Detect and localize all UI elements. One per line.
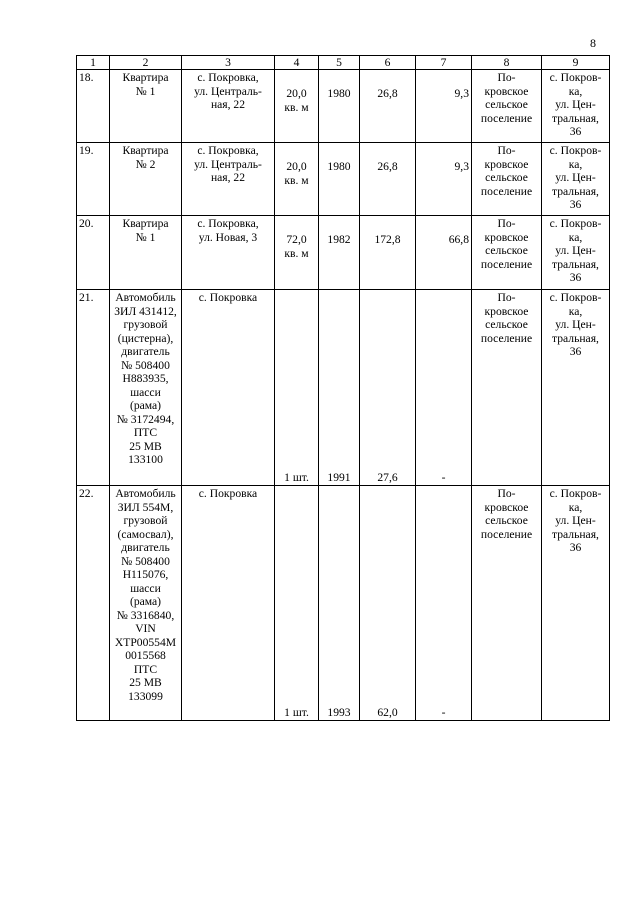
table-row: [77, 143, 610, 216]
property-name: Квартира № 1: [110, 70, 182, 143]
holder-address: с. Покров- ка, ул. Цен- тральная, 36: [542, 216, 610, 290]
table-row: [77, 290, 610, 486]
rights-holder: По- кровское сельское поселение: [472, 486, 542, 721]
residual-value: -: [416, 290, 472, 486]
property-name: Автомобиль ЗИЛ 554М, грузовой (самосвал), двигатель № 508400 Н115076, шасси (рама) № 3316840, VIN XTP00554M 0015568 ПТС 25 МВ 133099: [110, 486, 182, 721]
holder-address: с. Покров- ка, ул. Цен- тральная, 36: [542, 486, 610, 721]
property-quantity: 1 шт.: [275, 486, 319, 721]
book-value: 26,8: [360, 143, 416, 216]
row-number: 18.: [77, 70, 110, 143]
property-quantity: 1 шт.: [275, 290, 319, 486]
property-year: 1982: [319, 216, 360, 290]
property-year: 1991: [319, 290, 360, 486]
row-number: 19.: [77, 143, 110, 216]
column-header: 2: [110, 56, 182, 70]
property-name: Квартира № 2: [110, 143, 182, 216]
column-header: 9: [542, 56, 610, 70]
rights-holder: По- кровское сельское поселение: [472, 70, 542, 143]
rights-holder: По- кровское сельское поселение: [472, 143, 542, 216]
holder-address: с. Покров- ка, ул. Цен- тральная, 36: [542, 290, 610, 486]
property-address: с. Покровка, ул. Новая, 3: [182, 216, 275, 290]
holder-address: с. Покров- ка, ул. Цен- тральная, 36: [542, 70, 610, 143]
property-quantity: 20,0 кв. м: [275, 70, 319, 143]
book-value: 62,0: [360, 486, 416, 721]
property-address: с. Покровка: [182, 290, 275, 486]
row-number: 21.: [77, 290, 110, 486]
column-header: 8: [472, 56, 542, 70]
page-number: 8: [590, 36, 596, 50]
header-row: [77, 56, 610, 70]
rights-holder: По- кровское сельское поселение: [472, 290, 542, 486]
residual-value: -: [416, 486, 472, 721]
property-year: 1993: [319, 486, 360, 721]
property-year: 1980: [319, 143, 360, 216]
row-number: 20.: [77, 216, 110, 290]
column-header: 7: [416, 56, 472, 70]
holder-address: с. Покров- ка, ул. Цен- тральная, 36: [542, 143, 610, 216]
column-header: 1: [77, 56, 110, 70]
property-address: с. Покровка: [182, 486, 275, 721]
property-address: с. Покровка, ул. Централь- ная, 22: [182, 143, 275, 216]
book-value: 172,8: [360, 216, 416, 290]
row-number: 22.: [77, 486, 110, 721]
book-value: 27,6: [360, 290, 416, 486]
book-value: 26,8: [360, 70, 416, 143]
table-row: [77, 70, 610, 143]
property-year: 1980: [319, 70, 360, 143]
column-header: 6: [360, 56, 416, 70]
residual-value: 66,8: [416, 216, 472, 290]
table-row: [77, 216, 610, 290]
property-name: Квартира № 1: [110, 216, 182, 290]
property-name: Автомобиль ЗИЛ 431412, грузовой (цистерна), двигатель № 508400 Н883935, шасси (рама) № 3172494, ПТС 25 МВ 133100: [110, 290, 182, 486]
property-quantity: 20,0 кв. м: [275, 143, 319, 216]
property-registry-table: [76, 55, 610, 721]
property-address: с. Покровка, ул. Централь- ная, 22: [182, 70, 275, 143]
table-row: [77, 486, 610, 721]
residual-value: 9,3: [416, 143, 472, 216]
rights-holder: По- кровское сельское поселение: [472, 216, 542, 290]
column-header: 3: [182, 56, 275, 70]
residual-value: 9,3: [416, 70, 472, 143]
column-header: 4: [275, 56, 319, 70]
property-quantity: 72,0 кв. м: [275, 216, 319, 290]
column-header: 5: [319, 56, 360, 70]
